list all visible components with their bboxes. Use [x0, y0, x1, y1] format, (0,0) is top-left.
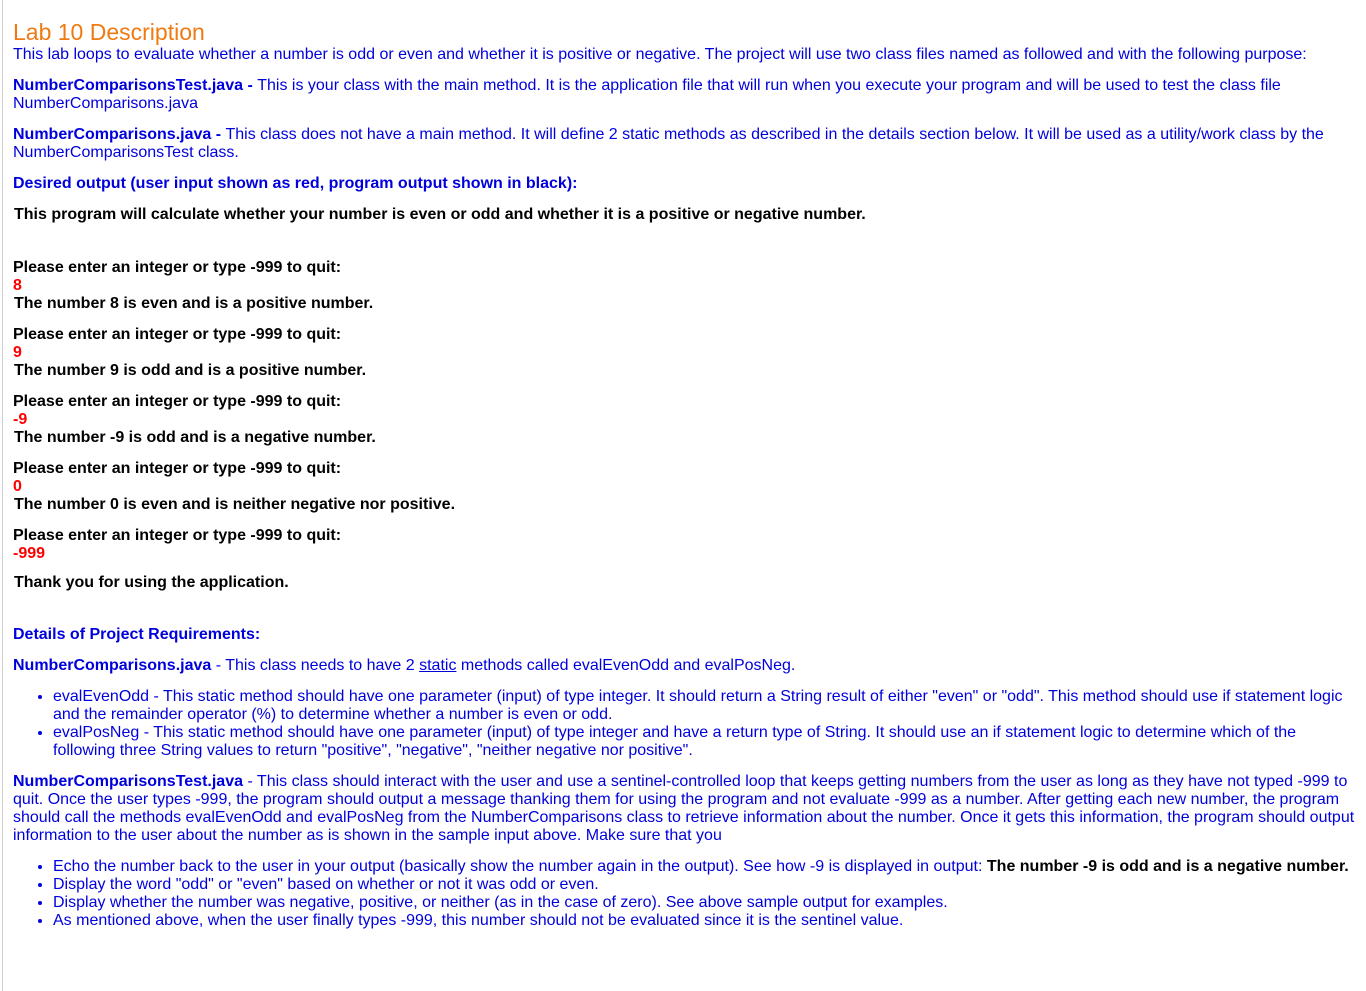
left-border: [2, 0, 3, 991]
user-input: -9: [13, 411, 28, 428]
sample-run: [13, 393, 1358, 447]
output-intro: This program will calculate whether your number is even or odd and whether it is a positive or negative number.: [14, 206, 866, 223]
list-item: • Echo the number back to the user in your output (basically show the number again in the output). See how -9 is displayed in output: The number -9 is odd and is a negative number.: [53, 858, 1358, 876]
class-name: NumberComparisons.java: [13, 657, 212, 674]
nc-requirements: NumberComparisons.java - This class needs to have 2 static methods called evalEvenOdd and evalPosNeg.: [13, 657, 796, 674]
prompt-line: Please enter an integer or type -999 to quit:: [13, 326, 342, 343]
list-item: • evalPosNeg - This static method should have one parameter (input) of type integer and have a return type of String. It should use an if statement logic to determine which of the following three String values to return "positive", "negative", "neither negative nor positive".: [53, 724, 1358, 760]
sample-run: [13, 259, 1358, 313]
file-description-util: [13, 126, 1358, 162]
list-item: • Display the word "odd" or "even" based on whether or not it was odd or even.: [53, 876, 1358, 894]
sample-run: [13, 326, 1358, 380]
nct-requirement-list: [13, 858, 1358, 930]
nc-method-list: [13, 688, 1358, 760]
file-desc: This is your class with the main method. It is the application file that will run when you execute your program and will be used to test the class file NumberComparisons.java: [13, 77, 1281, 112]
result-line: The number 8 is even and is a positive number.: [14, 295, 374, 312]
user-input: -999: [13, 545, 46, 562]
thanks-line: Thank you for using the application.: [14, 574, 289, 591]
list-item: • Display whether the number was negative, positive, or neither (as in the case of zero). See above sample output for examples.: [53, 894, 1358, 912]
document-body: [13, 18, 1358, 943]
static-word: static: [419, 657, 457, 674]
user-input: 0: [13, 478, 22, 495]
prompt-line: Please enter an integer or type -999 to quit:: [13, 460, 342, 477]
prompt-line: Please enter an integer or type -999 to quit:: [13, 527, 342, 544]
nct-requirements: NumberComparisonsTest.java - This class should interact with the user and use a sentinel-controlled loop that keeps getting numbers from the user as long as they have not typed -999 to quit. Once the user types -999, the program should output a message thanking them for using the program and not evaluate -999 as a number. After getting each new number, the program should call the methods evalEvenOdd and evalPosNeg from the NumberComparisons class to retrieve information about the number. Once it gets this information, the program should output information to the user about the number as is shown in the sample input above. Make sure that you: [13, 773, 1355, 844]
prompt-line: Please enter an integer or type -999 to quit:: [13, 259, 342, 276]
user-input: 9: [13, 344, 22, 361]
intro-text: This lab loops to evaluate whether a number is odd or even and whether it is positive or negative. The project will use two class files named as followed and with the following purpose:: [13, 46, 1307, 63]
file-name: NumberComparisonsTest.java -: [13, 77, 258, 94]
prompt-line: Please enter an integer or type -999 to quit:: [13, 393, 342, 410]
sample-run: [13, 527, 1358, 563]
example-output: The number -9 is odd and is a negative number.: [986, 858, 1349, 875]
user-input: 8: [13, 277, 22, 294]
class-name: NumberComparisonsTest.java: [13, 773, 243, 790]
result-line: The number -9 is odd and is a negative number.: [14, 429, 376, 446]
file-description-test: [13, 77, 1358, 113]
sample-output: [13, 206, 1358, 626]
file-name: NumberComparisons.java -: [13, 126, 226, 143]
file-desc: This class does not have a main method. It will define 2 static methods as described in the details section below. It will be used as a utility/work class by the NumberComparisonsTest class.: [13, 126, 1324, 161]
list-item: • As mentioned above, when the user finally types -999, this number should not be evaluated since it is the sentinel value.: [53, 912, 1358, 930]
page-title: Lab 10 Description: [13, 19, 205, 45]
details-heading: Details of Project Requirements:: [13, 626, 261, 643]
sample-run: [13, 460, 1358, 514]
list-item: • evalEvenOdd - This static method should have one parameter (input) of type integer. It should return a String result of either "even" or "odd". This method should use if statement logic and the remainder operator (%) to determine whether a number is even or odd.: [53, 688, 1358, 724]
result-line: The number 9 is odd and is a positive number.: [14, 362, 367, 379]
result-line: The number 0 is even and is neither negative nor positive.: [14, 496, 456, 513]
desired-output-heading: Desired output (user input shown as red, program output shown in black):: [13, 175, 578, 192]
